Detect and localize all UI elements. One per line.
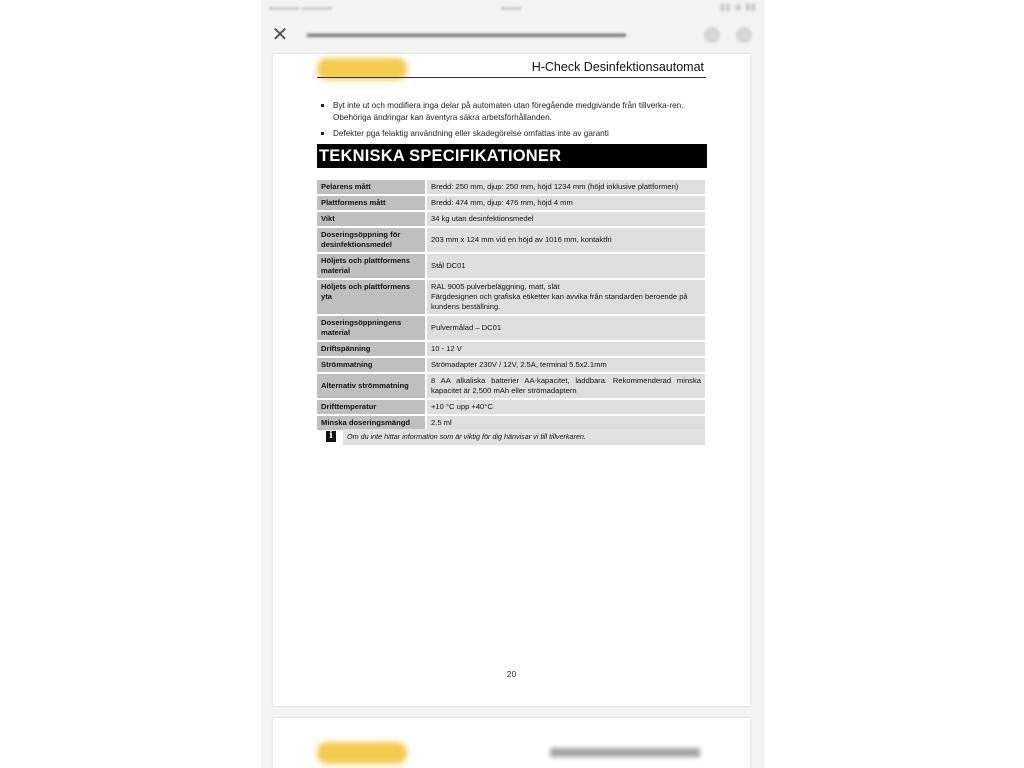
status-bar bbox=[261, 0, 764, 18]
spec-value: 34 kg utan desinfektionsmedel bbox=[427, 212, 705, 226]
spec-value: 2.5 ml bbox=[427, 416, 705, 430]
spec-value: Bredd: 250 mm, djup: 250 mm, höjd 1234 mm (höjd inklusive plattformen) bbox=[427, 180, 705, 194]
spec-label: Doseringsöppningens material bbox=[317, 316, 427, 340]
close-icon[interactable]: ✕ bbox=[271, 24, 289, 46]
spec-value-note: Färgdesignen och grafiska etiketter kan avvika från standarden beroende på kundens beställning. bbox=[431, 292, 688, 311]
spec-label: Minska doseringsmängd bbox=[317, 416, 427, 430]
spec-label: Höljets och plattformens yta bbox=[317, 280, 427, 314]
bullet-list bbox=[319, 100, 711, 145]
table-row bbox=[317, 212, 705, 226]
spec-value: +10 °C upp +40°C bbox=[427, 400, 705, 414]
spec-label: Plattformens mått bbox=[317, 196, 427, 210]
status-time-blurred: ▬▬▬ ▬▬▬ bbox=[269, 2, 332, 13]
spec-label: Strömmatning bbox=[317, 358, 427, 372]
table-row bbox=[317, 196, 705, 210]
table-row bbox=[317, 316, 705, 340]
spec-value: 10 - 12 V bbox=[427, 342, 705, 356]
spec-value: 8 AA alkaliska batterier AA-kapacitet, laddbara. Rekommenderad minska kapacitet är 2,500 mAh eller strömadaptern bbox=[427, 374, 705, 398]
table-row bbox=[317, 228, 705, 252]
specifications-table bbox=[317, 178, 705, 432]
document-header-title: H-Check Desinfektionsautomat bbox=[531, 60, 704, 74]
spec-label: Alternativ strömmatning bbox=[317, 374, 427, 398]
more-options-icon[interactable] bbox=[736, 27, 752, 43]
header-divider bbox=[317, 77, 706, 78]
spec-value: Pulvermålad – DC01 bbox=[427, 316, 705, 340]
table-row bbox=[317, 416, 705, 430]
company-logo-blurred bbox=[317, 742, 407, 764]
info-icon: i bbox=[326, 431, 336, 442]
info-note-text: Om du inte hittar information som är viktig för dig hänvisar vi till tillverkaren. bbox=[343, 429, 705, 445]
table-row bbox=[317, 374, 705, 398]
bullet-item: Byt inte ut och modifiera inga delar på automaten utan föregående medgivande från tillverka-ren. Obehöriga ändringar kan äventyra säkra arbetsförhållanden. bbox=[319, 100, 711, 123]
info-note bbox=[317, 429, 705, 445]
table-row bbox=[317, 280, 705, 314]
spec-label: Driftspänning bbox=[317, 342, 427, 356]
header-title-blurred bbox=[550, 748, 700, 757]
document-viewer bbox=[261, 0, 764, 768]
spec-value: Strömadapter 230V / 12V, 2.5A, terminal 5.5x2.1mm bbox=[427, 358, 705, 372]
table-row bbox=[317, 400, 705, 414]
status-center-blurred: ▬▬ bbox=[501, 2, 521, 13]
spec-value-line: RAL 9005 pulverbeläggning, matt, slät bbox=[431, 282, 560, 291]
table-row bbox=[317, 254, 705, 278]
document-page[interactable] bbox=[273, 54, 750, 706]
status-icons-blurred: ▮▮ ◉ ▮▮ bbox=[719, 2, 756, 13]
share-icon[interactable] bbox=[704, 27, 720, 43]
spec-value: 203 mm x 124 mm vid en höjd av 1016 mm, kontaktfri bbox=[427, 228, 705, 252]
file-name-blurred: ▬▬▬▬▬▬▬▬▬▬▬▬▬▬▬▬▬▬▬▬▬▬▬▬▬▬▬▬▬ bbox=[307, 28, 626, 40]
spec-label: Höljets och plattformens material bbox=[317, 254, 427, 278]
viewer-toolbar bbox=[261, 18, 764, 54]
spec-label: Doseringsöppning för desinfektionsmedel bbox=[317, 228, 427, 252]
spec-value: Stål DC01 bbox=[427, 254, 705, 278]
page-number: 20 bbox=[506, 669, 517, 679]
table-row bbox=[317, 180, 705, 194]
spec-value: Bredd: 474 mm, djup: 476 mm, höjd 4 mm bbox=[427, 196, 705, 210]
table-row bbox=[317, 342, 705, 356]
next-document-page[interactable] bbox=[273, 718, 750, 768]
spec-value bbox=[427, 280, 705, 314]
table-row bbox=[317, 358, 705, 372]
spec-label: Vikt bbox=[317, 212, 427, 226]
spec-label: Pelarens mått bbox=[317, 180, 427, 194]
spec-label: Drifttemperatur bbox=[317, 400, 427, 414]
section-heading: TEKNISKA SPECIFIKATIONER bbox=[317, 144, 707, 168]
bullet-item: Defekter pga felaktig användning eller skadegörelse omfattas inte av garanti bbox=[319, 128, 711, 140]
